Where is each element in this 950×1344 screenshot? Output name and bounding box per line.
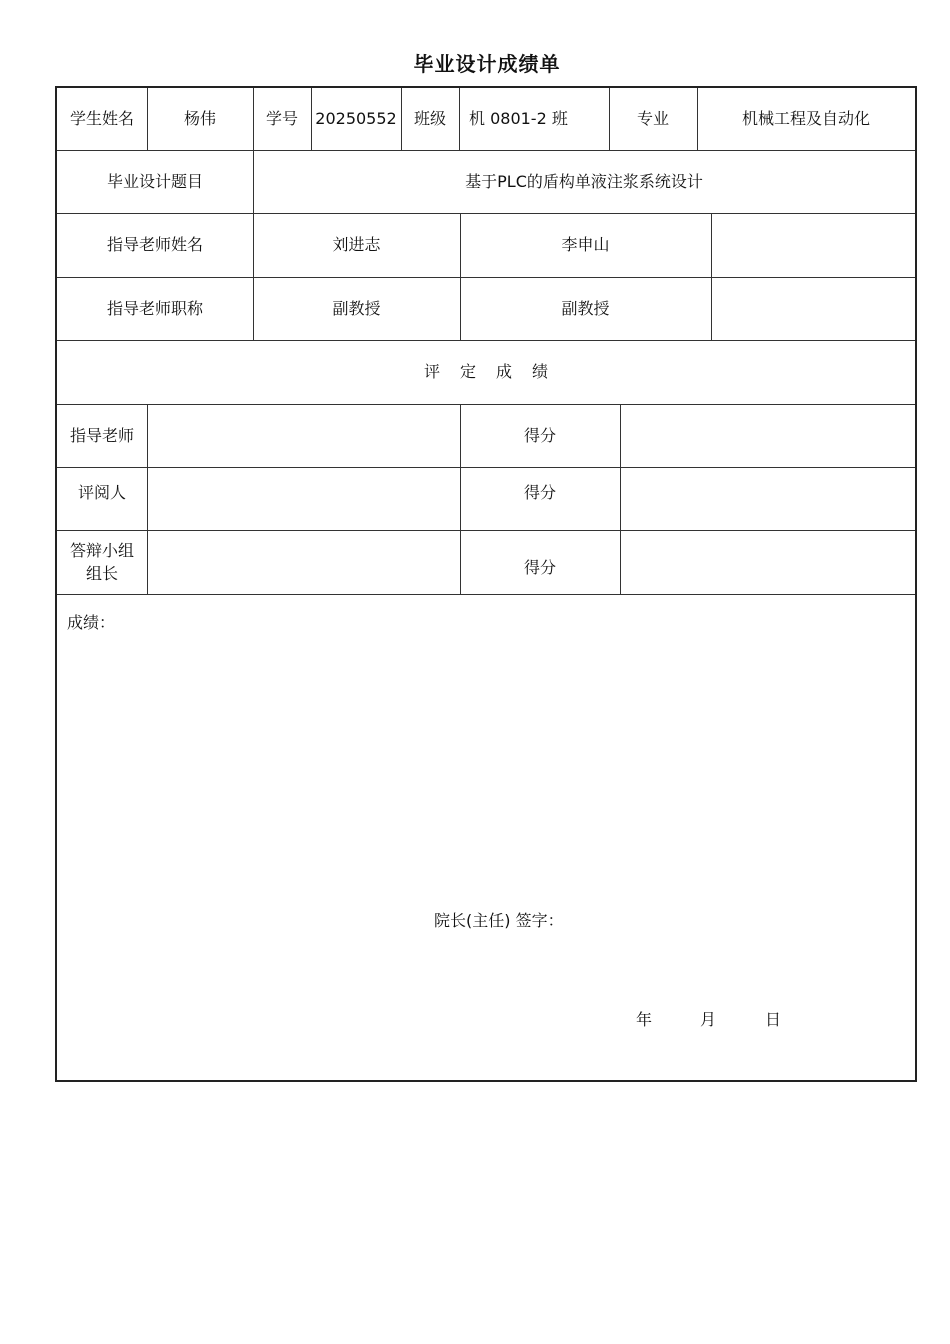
class-value: 机 0801-2 班 <box>469 109 568 129</box>
score-label: 得分 <box>523 482 556 502</box>
major-value: 机械工程及自动化 <box>741 109 870 129</box>
advisor-title-3 <box>711 277 915 340</box>
score-label: 得分 <box>523 558 556 578</box>
score-field[interactable] <box>620 530 915 594</box>
signature-label: 院长(主任) 签字： <box>434 911 564 930</box>
grader-role-advisor: 指导老师 <box>69 425 134 445</box>
row-divider <box>57 594 915 595</box>
grader-name-field[interactable] <box>147 404 460 467</box>
class-label: 班级 <box>413 109 446 129</box>
date-month-label: 月 <box>700 1010 717 1029</box>
grade-sheet-table <box>55 86 917 1082</box>
grading-header: 评定成绩 <box>423 362 568 382</box>
result-label: 成绩： <box>67 613 116 632</box>
grader-name-field[interactable] <box>147 530 460 594</box>
advisor-name-1: 刘进志 <box>332 235 381 255</box>
advisor-title-1: 副教授 <box>332 298 381 318</box>
student-id-label: 学号 <box>265 109 298 129</box>
student-id-value: 20250552 <box>315 109 397 129</box>
major-label: 专业 <box>636 109 669 129</box>
advisor-name-2: 李申山 <box>561 235 610 255</box>
grader-name-field[interactable] <box>147 467 460 530</box>
date-day-label: 日 <box>765 1010 782 1029</box>
page-title: 毕业设计成绩单 <box>413 52 561 76</box>
date-year-label: 年 <box>636 1010 653 1029</box>
score-field[interactable] <box>620 467 915 530</box>
topic-label: 毕业设计题目 <box>106 171 203 191</box>
advisor-name-label: 指导老师姓名 <box>106 235 203 255</box>
topic-value: 基于PLC的盾构单液注浆系统设计 <box>465 171 703 191</box>
score-field[interactable] <box>620 404 915 467</box>
score-label: 得分 <box>523 425 556 445</box>
grader-role-defense-leader: 答辩小组组长 <box>69 540 134 583</box>
advisor-name-3 <box>711 213 915 277</box>
advisor-title-2: 副教授 <box>561 298 610 318</box>
advisor-title-label: 指导老师职称 <box>106 298 203 318</box>
grader-role-reviewer: 评阅人 <box>77 482 126 502</box>
student-name-label: 学生姓名 <box>69 109 134 129</box>
student-name-value: 杨伟 <box>183 109 216 129</box>
